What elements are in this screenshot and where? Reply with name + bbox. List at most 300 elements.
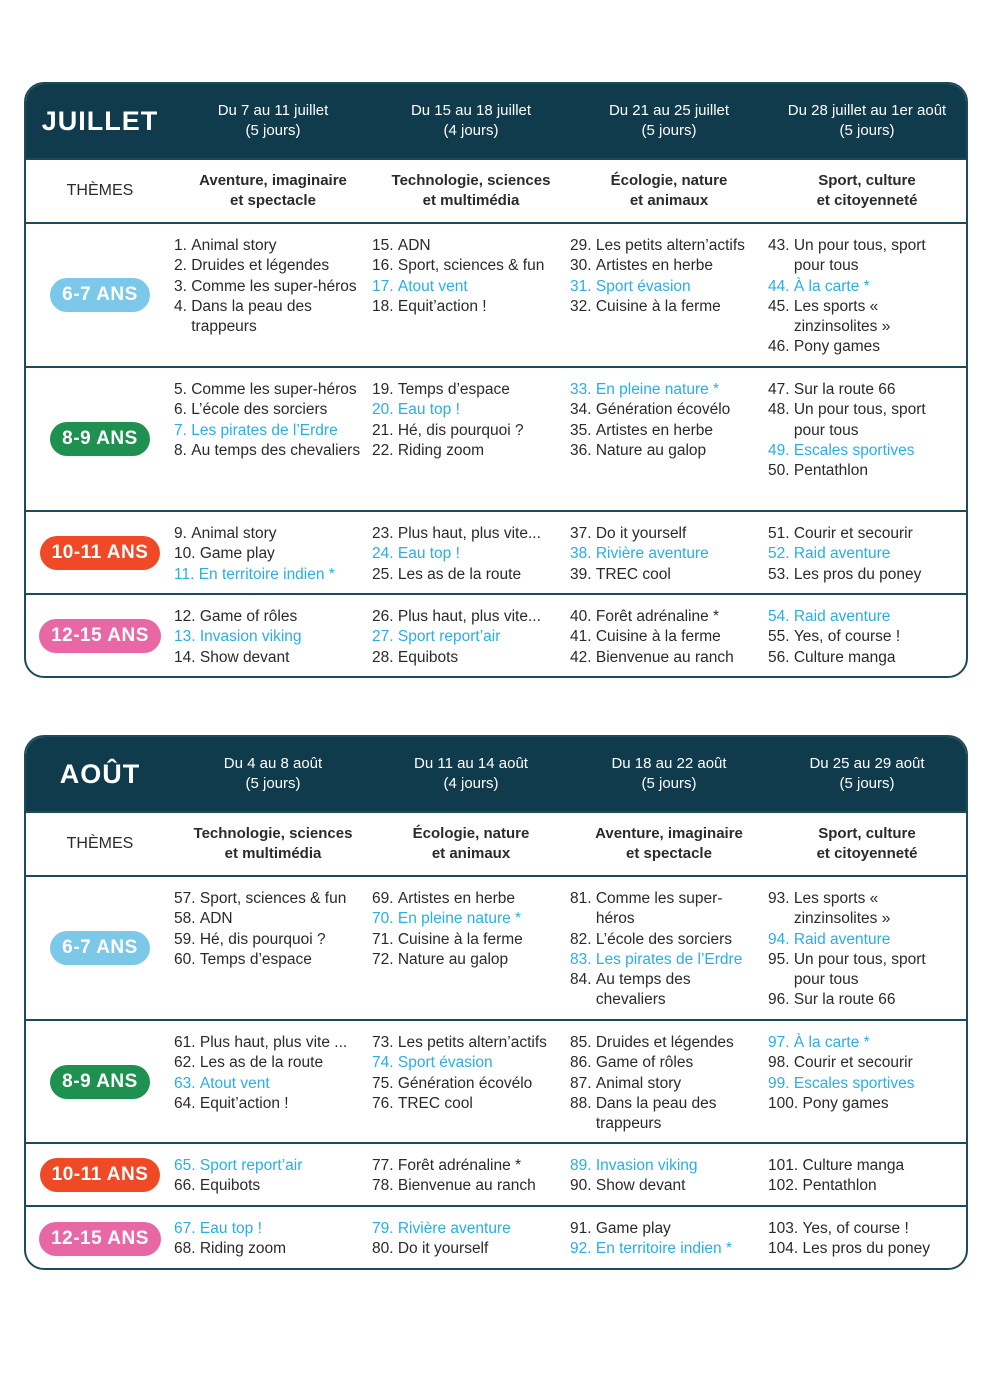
activity-title: Les pros du poney xyxy=(793,565,922,583)
week-days: (5 jours) xyxy=(245,775,301,792)
activity-title: Rivière aventure xyxy=(595,545,709,563)
activity-number: 28. xyxy=(372,648,398,666)
activity-item xyxy=(372,421,560,441)
activity-number: 32. xyxy=(570,297,596,315)
activity-number: 101. xyxy=(768,1157,803,1174)
activity-title: Sport évasion xyxy=(397,1054,493,1072)
activity-title: Nature au galop xyxy=(397,950,509,968)
activity-title: Animal story xyxy=(191,525,277,542)
activity-title: Temps d’espace xyxy=(199,950,312,968)
activity-title: Hé, dis pourquoi ? xyxy=(199,930,326,948)
activity-title: Raid aventure xyxy=(793,930,891,948)
activity-title: Animal story xyxy=(595,1074,682,1092)
activity-number: 61. xyxy=(174,1034,200,1051)
activity-title: Courir et secourir xyxy=(793,525,913,542)
activity-item xyxy=(372,1156,560,1176)
activity-list xyxy=(174,1207,372,1270)
activity-number: 99. xyxy=(768,1074,794,1092)
activity-list xyxy=(768,1144,966,1205)
activity-item xyxy=(372,297,560,317)
activity-number: 92. xyxy=(570,1240,596,1258)
activity-item xyxy=(768,400,956,441)
activity-number: 79. xyxy=(372,1220,398,1237)
activity-number: 100. xyxy=(768,1094,803,1112)
activity-title: Raid aventure xyxy=(793,608,891,625)
activity-number: 34. xyxy=(570,401,596,419)
activity-item xyxy=(768,236,956,277)
week-days: (5 jours) xyxy=(839,775,895,792)
activity-item xyxy=(570,565,758,585)
activity-title: Artistes en herbe xyxy=(397,890,516,907)
age-badge: 6-7 ANS xyxy=(50,931,150,965)
activity-item xyxy=(174,1033,362,1053)
themes-label: THÈMES xyxy=(66,835,134,852)
activity-number: 5. xyxy=(174,381,192,398)
activity-number: 24. xyxy=(372,545,398,563)
activity-title: Artistes en herbe xyxy=(595,257,714,275)
activity-title: Raid aventure xyxy=(793,545,891,563)
activity-title: Les petits altern’actifs xyxy=(397,1034,547,1051)
activity-title: Les sports « zinzinsolites » xyxy=(793,890,891,928)
activity-list xyxy=(768,512,966,593)
activity-item xyxy=(570,544,758,564)
activity-number: 57. xyxy=(174,890,200,907)
activity-title: Equibots xyxy=(397,648,459,666)
activity-item xyxy=(570,1239,758,1259)
activity-item xyxy=(768,297,956,338)
week-header xyxy=(372,101,570,141)
theme-cell: Sport, culture et citoyenneté xyxy=(816,172,918,209)
activity-number: 12. xyxy=(174,608,200,625)
activity-item xyxy=(174,627,362,647)
week-days: (4 jours) xyxy=(443,122,499,139)
age-row-6-7 xyxy=(26,875,966,1019)
age-badge: 12-15 ANS xyxy=(39,1222,161,1256)
activity-title: Un pour tous, sport pour tous xyxy=(793,401,926,439)
activity-title: Plus haut, plus vite... xyxy=(397,525,541,542)
activity-number: 68. xyxy=(174,1240,200,1258)
activity-item xyxy=(372,565,560,585)
activity-list xyxy=(372,1021,570,1142)
activity-item xyxy=(174,607,362,627)
activity-number: 17. xyxy=(372,277,398,295)
activity-item xyxy=(174,256,362,276)
activity-number: 38. xyxy=(570,545,596,563)
activity-title: Cuisine à la ferme xyxy=(397,930,523,948)
activity-number: 23. xyxy=(372,525,398,542)
activity-number: 86. xyxy=(570,1054,596,1072)
activity-item xyxy=(570,1053,758,1073)
activity-number: 67. xyxy=(174,1220,200,1237)
week-days: (4 jours) xyxy=(443,775,499,792)
age-badge: 8-9 ANS xyxy=(50,422,150,456)
activity-number: 11. xyxy=(174,565,199,583)
activity-title: Dans la peau des trappeurs xyxy=(595,1094,717,1133)
activity-number: 55. xyxy=(768,628,794,646)
activity-number: 29. xyxy=(570,237,596,254)
activity-number: 75. xyxy=(372,1074,398,1092)
activity-title: Sport, sciences & fun xyxy=(199,890,347,907)
age-row-10-11 xyxy=(26,1142,966,1205)
activity-number: 51. xyxy=(768,525,794,542)
activity-number: 64. xyxy=(174,1094,200,1112)
activity-item xyxy=(570,524,758,544)
activity-title: Sport report’air xyxy=(397,628,501,646)
activity-item xyxy=(372,1053,560,1073)
activity-title: Un pour tous, sport pour tous xyxy=(793,237,926,275)
activity-number: 19. xyxy=(372,381,398,398)
theme-cell: Aventure, imaginaire et spectacle xyxy=(595,825,743,862)
activity-number: 69. xyxy=(372,890,398,907)
activity-item xyxy=(372,950,560,970)
activity-item xyxy=(372,441,560,461)
activity-list xyxy=(768,368,966,510)
activity-number: 71. xyxy=(372,930,398,948)
activity-title: Génération écovélo xyxy=(595,401,731,419)
activity-number: 50. xyxy=(768,462,794,480)
activity-item xyxy=(174,524,362,544)
activity-title: Sur la route 66 xyxy=(793,381,896,398)
activity-item xyxy=(174,950,362,970)
activity-item xyxy=(570,441,758,461)
activity-list xyxy=(570,595,768,676)
activity-number: 25. xyxy=(372,565,398,583)
week-dates: Du 4 au 8 août xyxy=(223,755,323,772)
activity-title: Les pros du poney xyxy=(802,1240,931,1258)
activity-title: Game play xyxy=(595,1220,671,1237)
activity-number: 22. xyxy=(372,441,398,459)
activity-number: 39. xyxy=(570,565,596,583)
activity-title: Génération écovélo xyxy=(397,1074,533,1092)
activity-number: 46. xyxy=(768,338,794,356)
activity-title: En pleine nature * xyxy=(397,910,522,928)
activity-item xyxy=(174,1219,362,1239)
activity-item xyxy=(768,990,956,1010)
activity-item xyxy=(372,1176,560,1196)
activity-title: L’école des sorciers xyxy=(595,930,732,948)
table-header xyxy=(26,84,966,158)
activity-title: Yes, of course ! xyxy=(802,1220,909,1237)
activity-item xyxy=(372,380,560,400)
activity-title: Culture manga xyxy=(802,1157,905,1174)
activity-title: Cuisine à la ferme xyxy=(595,297,721,315)
activity-item xyxy=(174,930,362,950)
activity-item xyxy=(372,277,560,297)
activity-number: 2. xyxy=(174,257,192,275)
activity-item xyxy=(372,1033,560,1053)
theme-cell: Sport, culture et citoyenneté xyxy=(816,825,918,862)
week-dates: Du 7 au 11 juillet xyxy=(217,102,329,119)
activity-list xyxy=(174,877,372,1019)
activity-item xyxy=(768,1156,956,1176)
activity-number: 40. xyxy=(570,608,596,625)
activity-item xyxy=(570,421,758,441)
july-schedule-table xyxy=(24,82,968,678)
activity-number: 82. xyxy=(570,930,596,948)
activity-title: Do it yourself xyxy=(397,1240,489,1258)
week-dates: Du 15 au 18 juillet xyxy=(410,102,532,119)
activity-item xyxy=(768,544,956,564)
activity-number: 33. xyxy=(570,381,596,398)
august-schedule-table xyxy=(24,735,968,1270)
activity-title: Cuisine à la ferme xyxy=(595,628,721,646)
activity-number: 63. xyxy=(174,1074,200,1092)
activity-item xyxy=(768,1033,956,1053)
activity-title: Les pirates de l’Erdre xyxy=(595,950,743,968)
activity-title: Pony games xyxy=(793,338,881,356)
activity-item xyxy=(768,627,956,647)
activity-number: 42. xyxy=(570,648,596,666)
activity-item xyxy=(570,648,758,668)
activity-title: Les pirates de l’Erdre xyxy=(191,421,338,439)
activity-number: 91. xyxy=(570,1220,596,1237)
activity-number: 8. xyxy=(174,441,192,459)
activity-title: Un pour tous, sport pour tous xyxy=(793,950,926,989)
activity-title: Show devant xyxy=(199,648,290,666)
activity-item xyxy=(372,1219,560,1239)
week-header xyxy=(174,101,372,141)
activity-list xyxy=(372,224,570,366)
age-row-12-15 xyxy=(26,593,966,676)
activity-item xyxy=(174,1156,362,1176)
activity-item xyxy=(768,1094,956,1114)
activity-item xyxy=(372,544,560,564)
activity-item xyxy=(372,1074,560,1094)
activity-title: Eau top ! xyxy=(397,545,460,563)
activity-title: Forêt adrénaline * xyxy=(397,1157,522,1174)
activity-item xyxy=(372,236,560,256)
activity-item xyxy=(768,1074,956,1094)
activity-item xyxy=(174,1074,362,1094)
activity-number: 102. xyxy=(768,1177,803,1195)
activity-number: 52. xyxy=(768,545,794,563)
activity-number: 103. xyxy=(768,1220,803,1237)
activity-title: Bienvenue au ranch xyxy=(595,648,734,666)
week-header xyxy=(372,754,570,794)
activity-list xyxy=(372,1144,570,1205)
activity-list xyxy=(768,595,966,676)
activity-number: 54. xyxy=(768,608,794,625)
activity-title: Dans la peau des trappeurs xyxy=(191,297,312,336)
activity-number: 77. xyxy=(372,1157,398,1174)
activity-number: 26. xyxy=(372,608,398,625)
activity-number: 66. xyxy=(174,1177,200,1195)
activity-item xyxy=(174,236,362,256)
age-badge: 6-7 ANS xyxy=(50,278,150,312)
activity-number: 83. xyxy=(570,950,596,968)
week-dates: Du 21 au 25 juillet xyxy=(608,102,730,119)
activity-item xyxy=(174,441,362,461)
activity-number: 80. xyxy=(372,1240,398,1258)
week-header xyxy=(768,754,966,794)
activity-item xyxy=(570,297,758,317)
activity-title: Les as de la route xyxy=(199,1054,324,1072)
themes-row xyxy=(26,158,966,222)
activity-item xyxy=(372,930,560,950)
activity-title: Invasion viking xyxy=(595,1157,698,1174)
theme-cell: Technologie, sciences et multimédia xyxy=(193,825,353,862)
themes-row xyxy=(26,811,966,875)
activity-number: 81. xyxy=(570,890,596,907)
activity-list xyxy=(768,224,966,366)
activity-item xyxy=(570,930,758,950)
week-days: (5 jours) xyxy=(641,122,697,139)
activity-list xyxy=(570,1207,768,1270)
activity-list xyxy=(372,1207,570,1270)
activity-list xyxy=(570,1021,768,1142)
activity-title: Atout vent xyxy=(199,1074,270,1092)
activity-item xyxy=(768,1239,956,1259)
activity-item xyxy=(570,889,758,930)
activity-title: ADN xyxy=(397,237,431,254)
activity-title: Forêt adrénaline * xyxy=(595,608,720,625)
activity-item xyxy=(768,648,956,668)
activity-number: 3. xyxy=(174,277,192,295)
activity-title: Druides et légendes xyxy=(191,257,330,275)
activity-number: 45. xyxy=(768,297,794,315)
activity-title: Equit’action ! xyxy=(397,297,487,315)
activity-number: 43. xyxy=(768,237,794,254)
activity-title: Sport, sciences & fun xyxy=(397,257,545,275)
activity-item xyxy=(768,461,956,481)
activity-number: 41. xyxy=(570,628,596,646)
activity-title: Culture manga xyxy=(793,648,896,666)
activity-list xyxy=(174,512,372,593)
activity-item xyxy=(174,648,362,668)
activity-number: 62. xyxy=(174,1054,200,1072)
activity-number: 78. xyxy=(372,1177,398,1195)
activity-list xyxy=(174,368,372,510)
activity-number: 93. xyxy=(768,890,794,907)
activity-item xyxy=(174,1094,362,1114)
activity-number: 27. xyxy=(372,628,398,646)
theme-cell: Écologie, nature et animaux xyxy=(412,825,530,862)
activity-list xyxy=(372,595,570,676)
week-dates: Du 28 juillet au 1er août xyxy=(787,102,947,119)
activity-item xyxy=(570,1074,758,1094)
activity-number: 72. xyxy=(372,950,398,968)
activity-list xyxy=(768,1207,966,1270)
week-header xyxy=(174,754,372,794)
activity-number: 84. xyxy=(570,971,596,989)
activity-title: En territoire indien * xyxy=(198,565,335,583)
week-dates: Du 25 au 29 août xyxy=(809,755,925,772)
activity-item xyxy=(372,607,560,627)
age-badge: 8-9 ANS xyxy=(50,1065,150,1099)
activity-number: 58. xyxy=(174,910,200,928)
activity-number: 9. xyxy=(174,525,192,542)
activity-item xyxy=(570,277,758,297)
activity-number: 70. xyxy=(372,910,398,928)
activity-number: 16. xyxy=(372,257,398,275)
activity-item xyxy=(570,1219,758,1239)
activity-title: Show devant xyxy=(595,1177,686,1195)
activity-number: 65. xyxy=(174,1157,200,1174)
activity-list xyxy=(372,368,570,510)
activity-list xyxy=(570,224,768,366)
activity-item xyxy=(570,1094,758,1135)
activity-item xyxy=(570,1156,758,1176)
activity-number: 10. xyxy=(174,545,200,563)
activity-number: 47. xyxy=(768,381,794,398)
activity-number: 95. xyxy=(768,950,794,968)
activity-title: Au temps des chevaliers xyxy=(595,971,691,1009)
activity-item xyxy=(372,889,560,909)
activity-number: 21. xyxy=(372,421,398,439)
activity-title: Eau top ! xyxy=(199,1220,262,1237)
activity-number: 44. xyxy=(768,277,794,295)
activity-title: Game of rôles xyxy=(595,1054,694,1072)
activity-item xyxy=(174,400,362,420)
activity-item xyxy=(372,400,560,420)
activity-title: Comme les super-héros xyxy=(191,381,357,398)
activity-list xyxy=(174,1144,372,1205)
activity-list xyxy=(570,877,768,1019)
activity-item xyxy=(372,256,560,276)
activity-item xyxy=(174,1239,362,1259)
activity-title: Pentathlon xyxy=(802,1177,877,1195)
activity-item xyxy=(570,1176,758,1196)
activity-list xyxy=(174,224,372,366)
activity-title: À la carte * xyxy=(793,277,870,295)
activity-number: 76. xyxy=(372,1094,398,1112)
activity-item xyxy=(768,930,956,950)
age-badge: 12-15 ANS xyxy=(39,619,161,653)
month-title: AOÛT xyxy=(59,758,141,789)
activity-number: 74. xyxy=(372,1054,398,1072)
month-title: JUILLET xyxy=(41,105,159,136)
activity-list xyxy=(570,368,768,510)
activity-title: ADN xyxy=(199,910,233,928)
activity-title: Riding zoom xyxy=(199,1240,287,1258)
activity-title: En pleine nature * xyxy=(595,381,720,398)
activity-title: Nature au galop xyxy=(595,441,707,459)
activity-item xyxy=(768,607,956,627)
age-row-8-9 xyxy=(26,1019,966,1142)
activity-item xyxy=(768,1053,956,1073)
age-row-8-9 xyxy=(26,366,966,510)
activity-item xyxy=(570,236,758,256)
theme-cell: Technologie, sciences et multimédia xyxy=(391,172,551,209)
activity-item xyxy=(174,421,362,441)
activity-item xyxy=(372,1239,560,1259)
activity-title: En territoire indien * xyxy=(595,1240,732,1258)
activity-item xyxy=(372,909,560,929)
activity-title: Atout vent xyxy=(397,277,468,295)
table-header xyxy=(26,737,966,811)
age-badge: 10-11 ANS xyxy=(40,536,161,570)
activity-title: Escales sportives xyxy=(793,1074,915,1092)
activity-item xyxy=(372,524,560,544)
activity-item xyxy=(768,380,956,400)
activity-title: Sur la route 66 xyxy=(793,991,896,1009)
activity-number: 20. xyxy=(372,401,398,419)
activity-item xyxy=(372,1094,560,1114)
activity-title: Equit’action ! xyxy=(199,1094,289,1112)
activity-title: Les sports « zinzinsolites » xyxy=(793,297,891,336)
week-days: (5 jours) xyxy=(839,122,895,139)
activity-item xyxy=(768,524,956,544)
activity-title: Comme les super-héros xyxy=(595,890,723,928)
activity-number: 36. xyxy=(570,441,596,459)
activity-number: 104. xyxy=(768,1240,803,1258)
themes-label: THÈMES xyxy=(66,182,134,199)
activity-item xyxy=(768,337,956,357)
activity-item xyxy=(570,627,758,647)
age-row-12-15 xyxy=(26,1205,966,1270)
activity-item xyxy=(174,544,362,564)
activity-item xyxy=(768,277,956,297)
